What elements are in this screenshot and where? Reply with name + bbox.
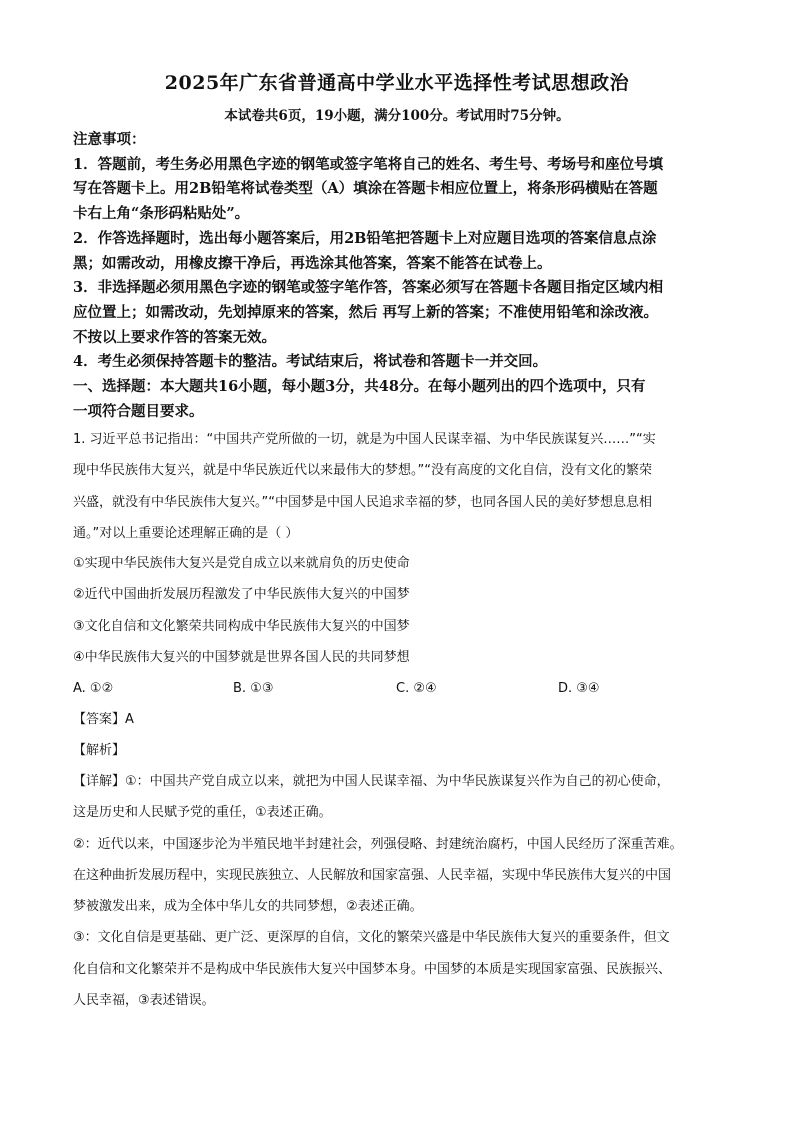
notice-line: 不按以上要求作答的答案无效。 xyxy=(73,328,276,346)
notice-line: 卡右上角“条形码粘贴处”。 xyxy=(73,205,250,223)
analysis-line: 这是历史和人民赋予党的重任，①表述正确。 xyxy=(73,805,332,821)
analysis-line: 梦被激发出来，成为全体中华儿女的共同梦想，②表述正确。 xyxy=(73,899,423,915)
statement-item: ②近代中国曲折发展历程激发了中华民族伟大复兴的中国梦 xyxy=(73,587,410,603)
option-b: B. ①③ xyxy=(233,681,274,696)
answer-value: A xyxy=(125,712,134,727)
statement-item: ①实现中华民族伟大复兴是党自成立以来就肩负的历史使命 xyxy=(73,556,410,571)
analysis-block xyxy=(73,766,735,1016)
question-1-statements xyxy=(73,548,735,673)
question-line: 兴盛，就没有中华民族伟大复兴。”“中国梦是中国人民追求幸福的梦，也同各国人民的美好梦想息息相 xyxy=(73,494,652,510)
exam-subtitle: 本试卷共6页，19小题，满分100分。考试用时75分钟。 xyxy=(224,108,570,124)
question-line: 通。”对以上重要论述理解正确的是（ ） xyxy=(73,525,299,541)
statement-item: ③文化自信和文化繁荣共同构成中华民族伟大复兴的中国梦 xyxy=(73,618,410,634)
notice-heading: 注意事项： xyxy=(73,131,146,148)
analysis-line: 人民幸福，③表述错误。 xyxy=(73,993,215,1009)
notice-line: 应位置上；如需改动，先划掉原来的答案，然后 再写上新的答案；不准使用铅笔和涂改液。 xyxy=(73,303,659,321)
notice-line: 写在答题卡上。用2B铅笔将试卷类型（A）填涂在答题卡相应位置上，将条形码横贴在答题 xyxy=(73,180,658,198)
notice-line: 4．考生必须保持答题卡的整洁。考试结束后，将试卷和答题卡一并交回。 xyxy=(73,353,548,371)
notice-line: 3．非选择题必须用黑色字迹的钢笔或签字笔作答，答案必须写在答题卡各题目指定区域内相 xyxy=(73,279,664,297)
section-heading-line: 一、选择题：本大题共16小题，每小题3分，共48分。在每小题列出的四个选项中，只有 xyxy=(73,378,646,396)
section-heading-line: 一项符合题目要求。 xyxy=(73,402,204,420)
notice-line: 1．答题前，考生务必用黑色字迹的钢笔或签字笔将自己的姓名、考生号、考场号和座位号填 xyxy=(73,155,664,173)
option-c: C. ②④ xyxy=(396,681,437,696)
analysis-line: ③：文化自信是更基础、更广泛、更深厚的自信，文化的繁荣兴盛是中华民族伟大复兴的重要条件，但文 xyxy=(73,930,670,946)
analysis-tag: 【解析】 xyxy=(73,743,126,759)
answer-tag: 【答案】 xyxy=(73,712,126,727)
question-1-stem xyxy=(73,424,735,549)
option-d: D. ③④ xyxy=(558,681,600,696)
notice-section xyxy=(73,128,733,424)
answer-block xyxy=(73,704,735,767)
analysis-line: 在这种曲折发展历程中，实现民族独立、人民解放和国家富强、人民幸福，实现中华民族伟大复兴的中国 xyxy=(73,867,672,883)
analysis-line: 化自信和文化繁荣并不是构成中华民族伟大复兴中国梦本身。中国梦的本质是实现国家富强、民族振兴、 xyxy=(73,961,672,977)
answer-line xyxy=(73,704,735,735)
analysis-line: 【详解】①：中国共产党自成立以来，就把为中国人民谋幸福、为中华民族谋复兴作为自己的初心使命， xyxy=(73,774,670,789)
analysis-line: ②：近代以来，中国逐步沦为半殖民地半封建社会，列强侵略、封建统治腐朽，中国人民经历了深重苦难。 xyxy=(73,836,683,852)
statement-item: ④中华民族伟大复兴的中国梦就是世界各国人民的共同梦想 xyxy=(73,649,410,665)
notice-line: 黑；如需改动，用橡皮擦干净后，再选涂其他答案，答案不能答在试卷上。 xyxy=(73,254,552,272)
question-line: 1. 习近平总书记指出：“中国共产党所做的一切，就是为中国人民谋幸福、为中华民族谋复兴……”“实 xyxy=(73,432,656,447)
option-a: A. ①② xyxy=(73,681,114,696)
question-line: 现中华民族伟大复兴，就是中华民族近代以来最伟大的梦想。”“没有高度的文化自信，没有文化的繁荣 xyxy=(73,463,652,479)
question-1-options xyxy=(73,673,735,704)
exam-title: 2025年广东省普通高中学业水平选择性考试思想政治 xyxy=(164,72,630,94)
notice-line: 2．作答选择题时，选出每小题答案后，用2B铅笔把答题卡上对应题目选项的答案信息点涂 xyxy=(73,229,657,247)
